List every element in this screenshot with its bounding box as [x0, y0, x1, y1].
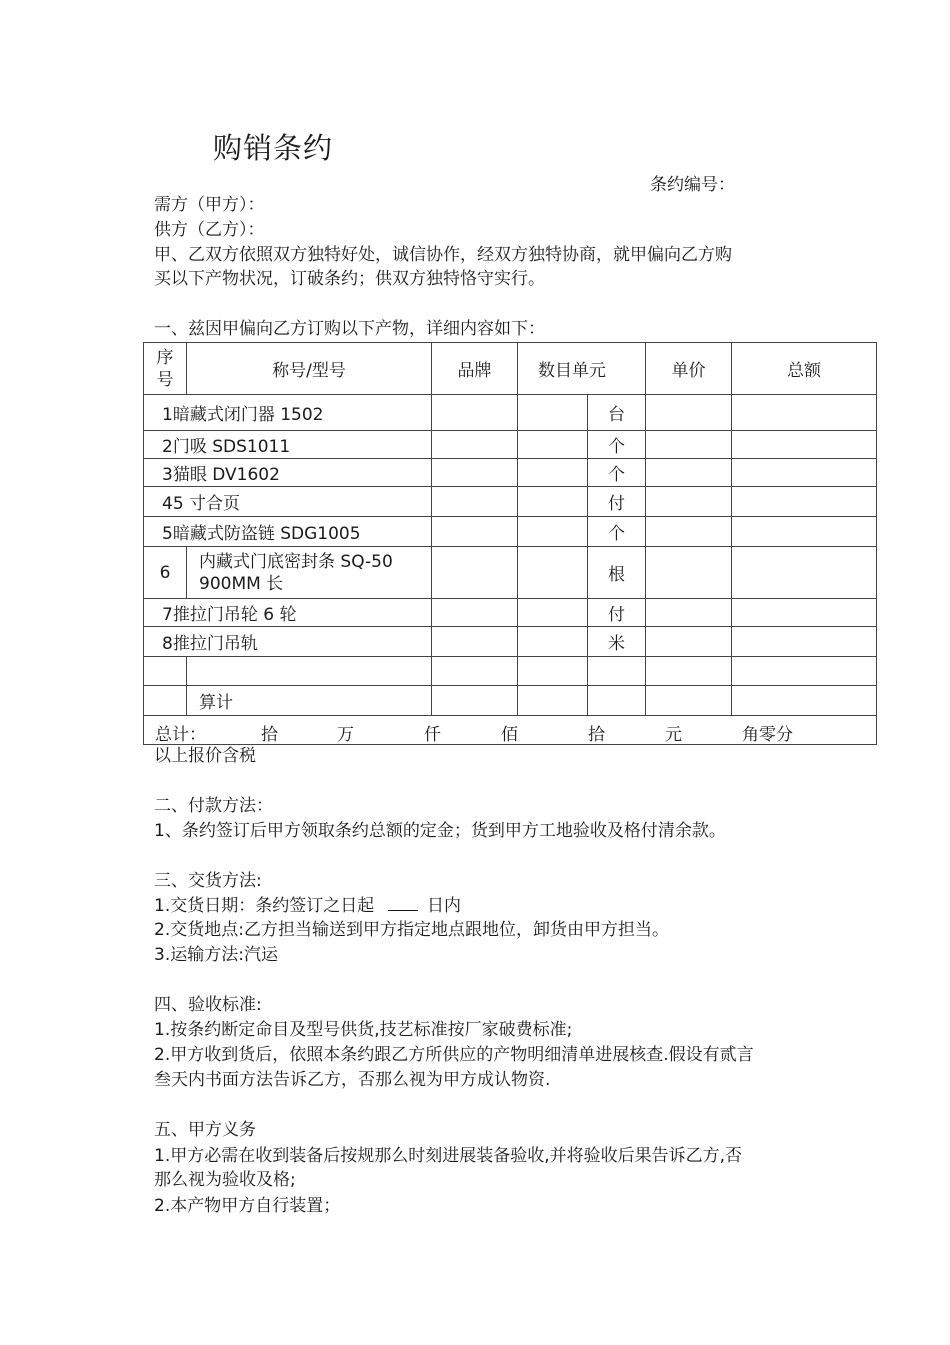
section5-line-3: 2.本产物甲方自行装置； — [154, 1196, 341, 1216]
header-seq: 序 号 — [144, 343, 187, 395]
row-name: 暗藏式防盗链 SDG1005 — [172, 524, 361, 544]
section3-line-3: 3.运输方法:汽运 — [154, 945, 278, 965]
subtotal-label: 算计 — [187, 686, 432, 716]
row-name: 5 寸合页 — [172, 494, 241, 514]
row-unit: 个 — [588, 431, 646, 459]
row-seq: 2 — [162, 437, 173, 457]
intro-line-1: 甲、乙双方依照双方独特好处，诚信协作，经双方独特协商，就甲偏向乙方购 — [154, 245, 732, 265]
unit-wan: 万 — [337, 725, 354, 745]
table-row — [144, 431, 877, 459]
table-row — [144, 627, 877, 657]
row-unit: 付 — [588, 487, 646, 517]
header-qty-unit: 数目单元 — [518, 343, 646, 395]
table-row — [144, 599, 877, 627]
unit-jiao-fen: 角零分 — [742, 725, 793, 745]
row-unit: 个 — [588, 459, 646, 487]
section4-line-1: 1.按条约断定命目及型号供货,技艺标准按厂家破费标准; — [154, 1020, 573, 1040]
section4-line-2: 2.甲方收到货后，依照本条约跟乙方所供应的产物明细清单进展核查.假设有贰言 — [154, 1045, 754, 1065]
section4-heading: 四、验收标准: — [154, 995, 262, 1015]
section5-line-1: 1.甲方必需在收到装备后按规那么时刻进展装备验收,并将验收后果告诉乙方,否 — [154, 1146, 743, 1166]
grand-total-row — [144, 716, 877, 745]
unit-qian: 仟 — [424, 725, 441, 745]
section5-line-2: 那么视为验收及格; — [154, 1170, 296, 1190]
table-row-empty — [144, 657, 877, 686]
delivery-days-blank — [388, 896, 418, 911]
row-seq: 8 — [162, 634, 173, 654]
header-price: 单价 — [646, 343, 732, 395]
contract-number-label: 条约编号： — [650, 175, 735, 195]
table-header-row — [144, 343, 877, 395]
page-title: 购销条约 — [213, 131, 334, 165]
row-unit: 付 — [588, 599, 646, 627]
seller-label: 供方（乙方）： — [154, 220, 265, 240]
row-name: 推拉门吊轨 — [172, 634, 258, 654]
section4-line-3: 叁天内书面方法告诉乙方，否那么视为甲方成认物资. — [154, 1070, 551, 1090]
grand-total-label: 总计： — [155, 725, 206, 745]
row-name: 暗藏式闭门器 1502 — [172, 405, 324, 425]
tax-note: 以上报价含税 — [154, 746, 256, 766]
row-seq: 1 — [162, 405, 173, 425]
unit-shi: 拾 — [588, 725, 605, 745]
header-brand: 品牌 — [432, 343, 518, 395]
row-seq: 4 — [162, 494, 173, 514]
row-name: 推拉门吊轮 6 轮 — [172, 605, 297, 625]
unit-shi-wan: 拾 — [261, 725, 278, 745]
table-row — [144, 547, 877, 599]
row-name: 门吸 SDS1011 — [172, 437, 291, 457]
subtotal-row — [144, 686, 877, 716]
header-name: 称号/型号 — [187, 343, 432, 395]
order-table — [143, 342, 877, 745]
table-row — [144, 459, 877, 487]
section2-heading: 二、付款方法： — [154, 796, 273, 816]
table-row — [144, 395, 877, 431]
row-seq: 6 — [144, 547, 187, 599]
row-name: 内藏式门底密封条 SQ-50 900MM 长 — [187, 547, 432, 599]
row-name: 猫眼 DV1602 — [172, 465, 280, 485]
row-unit: 根 — [588, 547, 646, 599]
table-row — [144, 487, 877, 517]
row-unit: 台 — [588, 395, 646, 431]
row-unit: 个 — [588, 517, 646, 547]
intro-line-2: 买以下产物状况，订破条约；供双方独特恪守实行。 — [154, 269, 545, 289]
section5-heading: 五、甲方义务 — [154, 1120, 256, 1140]
section3-line-1: 1.交货日期：条约签订之日起 日内 — [154, 896, 462, 916]
section1-heading: 一、兹因甲偏向乙方订购以下产物，详细内容如下： — [154, 319, 545, 339]
unit-yuan: 元 — [665, 725, 682, 745]
row-unit: 米 — [588, 627, 646, 657]
section3-line-2: 2.交货地点:乙方担当输送到甲方指定地点跟地位，卸货由甲方担当。 — [154, 920, 669, 940]
section2-line-1: 1、条约签订后甲方领取条约总额的定金；货到甲方工地验收及格付清余款。 — [154, 821, 726, 841]
row-seq: 5 — [162, 524, 173, 544]
buyer-label: 需方（甲方）： — [154, 195, 265, 215]
section3-heading: 三、交货方法: — [154, 871, 262, 891]
row-seq: 7 — [162, 605, 173, 625]
header-total: 总额 — [732, 343, 877, 395]
row-seq: 3 — [162, 465, 173, 485]
table-row — [144, 517, 877, 547]
unit-bai: 佰 — [501, 725, 518, 745]
